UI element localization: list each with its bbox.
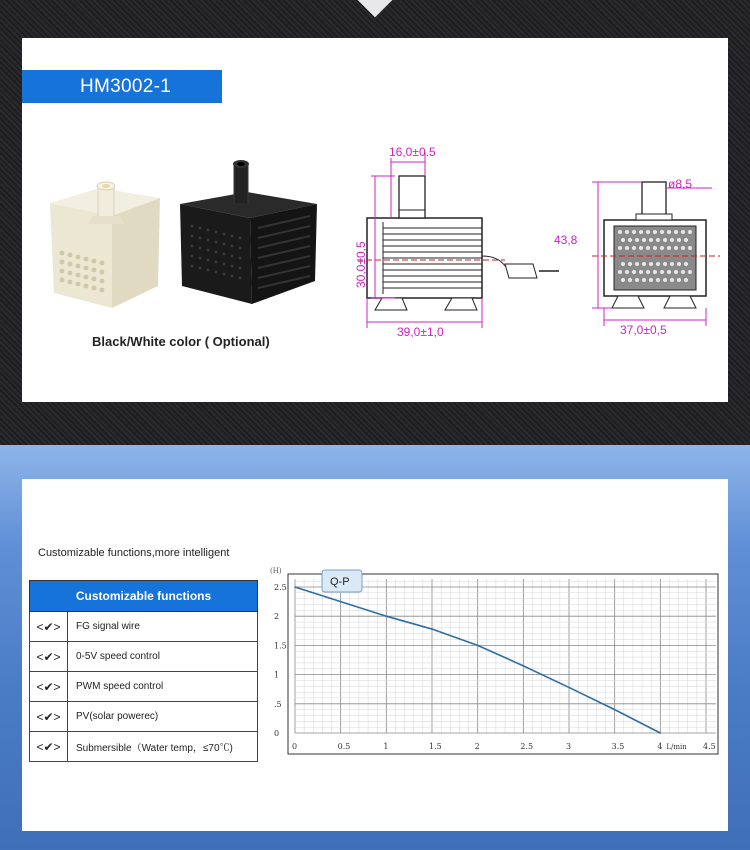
x-tick-label: 2.5 bbox=[520, 742, 534, 751]
x-tick-label: 4 bbox=[657, 742, 663, 751]
x-tick-label: 0.5 bbox=[337, 742, 351, 751]
data-point bbox=[660, 732, 662, 734]
check-icon: <✔> bbox=[30, 702, 68, 732]
functions-card bbox=[22, 479, 728, 831]
data-point bbox=[523, 665, 525, 667]
data-point bbox=[614, 709, 616, 711]
x-tick-label: 1.5 bbox=[429, 742, 442, 751]
color-caption: Black/White color ( Optional) bbox=[92, 334, 270, 349]
functions-table bbox=[29, 580, 258, 762]
y-tick-label: 2 bbox=[274, 612, 280, 622]
product-card bbox=[22, 38, 728, 402]
function-row bbox=[30, 612, 258, 642]
check-icon: <✔> bbox=[30, 612, 68, 642]
data-point bbox=[568, 687, 570, 689]
qp-curve-chart bbox=[270, 567, 722, 755]
x-unit-label: L/min bbox=[666, 743, 687, 751]
function-label: PV(solar powerec) bbox=[68, 702, 258, 732]
black-pump-image bbox=[172, 156, 322, 306]
front-dimension-drawing bbox=[327, 138, 567, 338]
model-label: HM3002-1 bbox=[22, 70, 222, 103]
check-icon: <✔> bbox=[30, 642, 68, 672]
white-pump-image bbox=[40, 168, 165, 313]
x-tick-label: 3 bbox=[566, 742, 572, 751]
function-row bbox=[30, 732, 258, 762]
function-label: Submersible（Water temp，≤70℃) bbox=[68, 732, 258, 762]
dim-nozzle-width: 16,0±0.5 bbox=[389, 145, 436, 159]
legend-label: Q-P bbox=[330, 576, 350, 588]
function-label: PWM speed control bbox=[68, 672, 258, 702]
dim-total-height: 43,8 bbox=[554, 233, 578, 247]
y-tick-label: 0 bbox=[274, 729, 280, 738]
y-tick-label: .5 bbox=[274, 699, 282, 709]
data-point bbox=[477, 645, 479, 647]
data-point bbox=[431, 628, 433, 630]
function-row bbox=[30, 672, 258, 702]
y-axis-label: (H) bbox=[270, 567, 282, 575]
functions-table-header: Customizable functions bbox=[30, 581, 258, 612]
function-label: FG signal wire bbox=[68, 612, 258, 642]
x-tick-label: 1 bbox=[383, 742, 389, 751]
dim-width: 37,0±0,5 bbox=[620, 323, 667, 336]
x-tick-label: 3.5 bbox=[611, 742, 625, 751]
dim-nozzle-height: 30,0±0,5 bbox=[354, 241, 368, 288]
x-tick-label: 2 bbox=[474, 742, 480, 751]
x-tick-label: 4.5 bbox=[703, 742, 716, 751]
dim-nozzle-diameter: ø8,5 bbox=[668, 177, 693, 191]
y-tick-label: 1 bbox=[274, 670, 280, 680]
function-label: 0-5V speed control bbox=[68, 642, 258, 672]
function-row bbox=[30, 642, 258, 672]
check-icon: <✔> bbox=[30, 672, 68, 702]
check-icon: <✔> bbox=[30, 732, 68, 762]
x-tick-label: 0 bbox=[292, 742, 298, 751]
function-row bbox=[30, 702, 258, 732]
side-dimension-drawing bbox=[552, 136, 728, 336]
y-tick-label: 2.5 bbox=[274, 583, 287, 592]
data-point bbox=[340, 601, 342, 603]
y-tick-label: 1.5 bbox=[274, 641, 287, 651]
data-point bbox=[386, 615, 388, 617]
functions-subtitle: Customizable functions,more intelligent bbox=[38, 547, 230, 559]
dim-length: 39,0±1,0 bbox=[397, 325, 444, 338]
data-point bbox=[294, 586, 296, 588]
